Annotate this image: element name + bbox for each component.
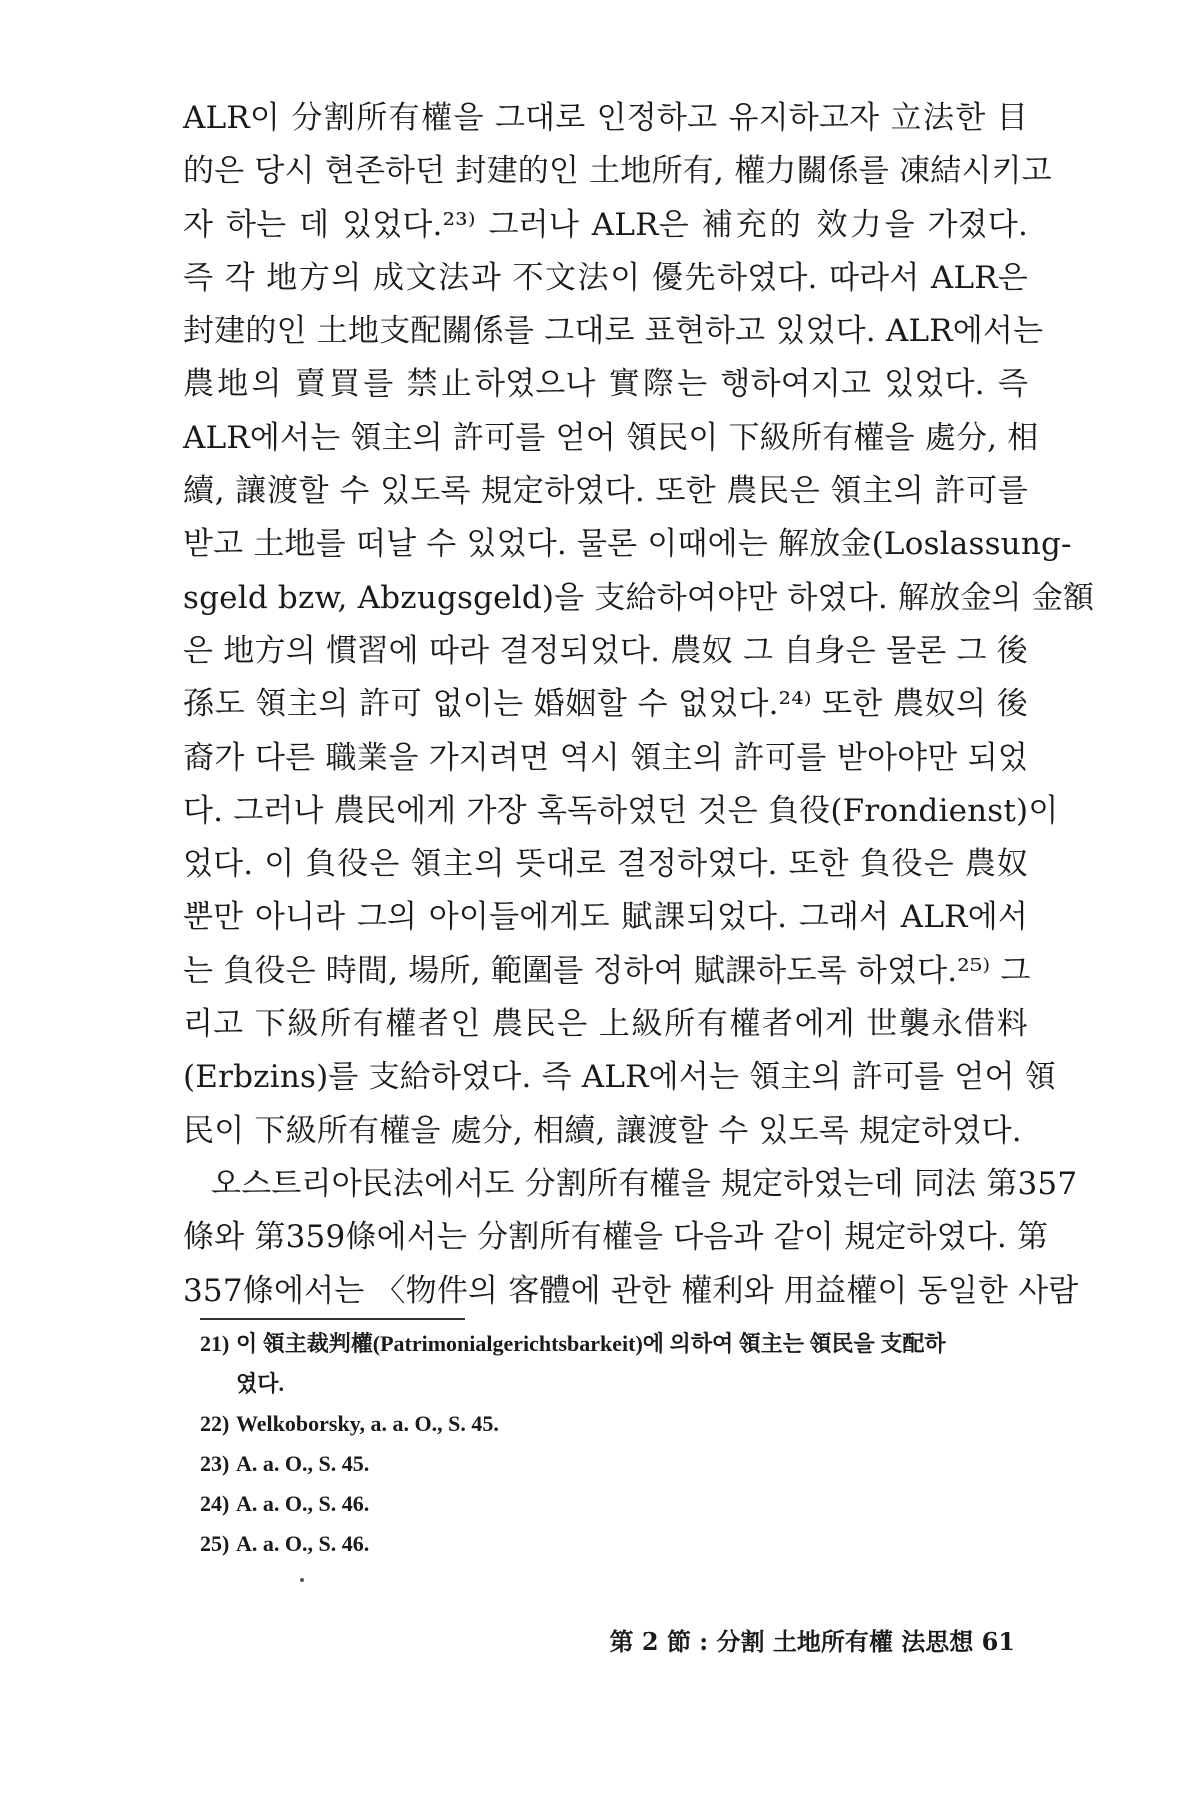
body-line: 받고 土地를 떠날 수 있었다. 물론 이때에는 解放金(Loslassung- xyxy=(183,526,1072,563)
body-line: 裔가 다른 職業을 가지려면 역시 領主의 許可를 받아야만 되었 xyxy=(183,739,1028,776)
body-line: 續, 讓渡할 수 있도록 規定하였다. 또한 農民은 領主의 許可를 xyxy=(183,473,1028,510)
footnote-text: 이 領主裁判權(Patrimonialgerichtsbarkeit)에 의하여 領主는 領民을 支配하 xyxy=(236,1331,946,1356)
body-line: 은 地方의 慣習에 따라 결정되었다. 農奴 그 自身은 물론 그 後 xyxy=(183,632,1028,669)
footnote-number: 25) xyxy=(200,1531,230,1556)
body-line: 오스트리아民法에서도 分割所有權을 規定하였는데 同法 第357 xyxy=(211,1165,1078,1202)
body-line: 즉 각 地方의 成文法과 不文法이 優先하였다. 따라서 ALR은 xyxy=(183,259,1028,296)
body-line: 農地의 賣買를 禁止하였으나 實際는 행하여지고 있었다. 즉 xyxy=(183,366,1028,403)
footnote-divider xyxy=(200,1318,465,1320)
body-line: 封建的인 土地支配關係를 그대로 표현하고 있었다. ALR에서는 xyxy=(183,313,1044,350)
body-line: 的은 당시 현존하던 封建的인 土地所有, 權力關係를 凍結시키고 xyxy=(183,153,1052,190)
footnote-number: 24) xyxy=(200,1491,230,1516)
body-line: (Erbzins)를 支給하였다. 즉 ALR에서는 領主의 許可를 얻어 領 xyxy=(183,1059,1056,1096)
body-line: 民이 下級所有權을 處分, 相續, 讓渡할 수 있도록 規定하였다. xyxy=(183,1112,1022,1149)
body-line: 었다. 이 負役은 領主의 뜻대로 결정하였다. 또한 負役은 農奴 xyxy=(183,846,1028,883)
body-line: ALR에서는 領主의 許可를 얻어 領民이 下級所有權을 處分, 相 xyxy=(183,419,1039,456)
body-line: 리고 下級所有權者인 農民은 上級所有權者에게 世襲永借料 xyxy=(183,1006,1028,1043)
print-speck xyxy=(300,1578,304,1582)
footnote-text: A. a. O., S. 46. xyxy=(236,1531,370,1556)
footnote-text: A. a. O., S. 46. xyxy=(236,1491,370,1516)
body-text xyxy=(183,92,1095,1318)
body-line: 뿐만 아니라 그의 아이들에게도 賦課되었다. 그래서 ALR에서 xyxy=(183,899,1028,936)
footnote-item xyxy=(200,1444,1030,1484)
body-line: sgeld bzw, Abzugsgeld)을 支給하여야만 하였다. 解放金의 金額 xyxy=(183,579,1095,616)
footnote-number: 21) xyxy=(200,1331,230,1356)
body-line: 條와 第359條에서는 分割所有權을 다음과 같이 規定하였다. 第 xyxy=(183,1219,1049,1256)
footnote-item xyxy=(200,1484,1030,1524)
body-line: 357條에서는 〈物件의 客體에 관한 權利와 用益權이 동일한 사람 xyxy=(183,1272,1079,1309)
body-line: 孫도 領主의 許可 없이는 婚姻할 수 없었다.²⁴⁾ 또한 農奴의 後 xyxy=(183,686,1028,723)
body-line: 다. 그러나 農民에게 가장 혹독하였던 것은 負役(Frondienst)이 xyxy=(183,792,1059,829)
footnotes xyxy=(200,1324,1030,1564)
footnote-continuation: 였다. xyxy=(236,1371,285,1396)
footnote-number: 22) xyxy=(200,1411,230,1436)
body-line: 자 하는 데 있었다.²³⁾ 그러나 ALR은 補充的 效力을 가졌다. xyxy=(183,206,1028,243)
body-line: 는 負役은 時間, 場所, 範圍를 정하여 賦課하도록 하였다.²⁵⁾ 그 xyxy=(183,952,1031,989)
footnote-number: 23) xyxy=(200,1451,230,1476)
body-line: ALR이 分割所有權을 그대로 인정하고 유지하고자 立法한 目 xyxy=(183,100,1028,136)
running-footer: 第 2 節 : 分割 土地所有權 法思想 61 xyxy=(609,1627,1015,1656)
footnote-item xyxy=(200,1324,1030,1364)
footnote-text: A. a. O., S. 45. xyxy=(236,1451,370,1476)
footnote-text: Welkoborsky, a. a. O., S. 45. xyxy=(236,1411,499,1436)
footnote-item xyxy=(200,1524,1030,1564)
footnote-item xyxy=(200,1404,1030,1444)
